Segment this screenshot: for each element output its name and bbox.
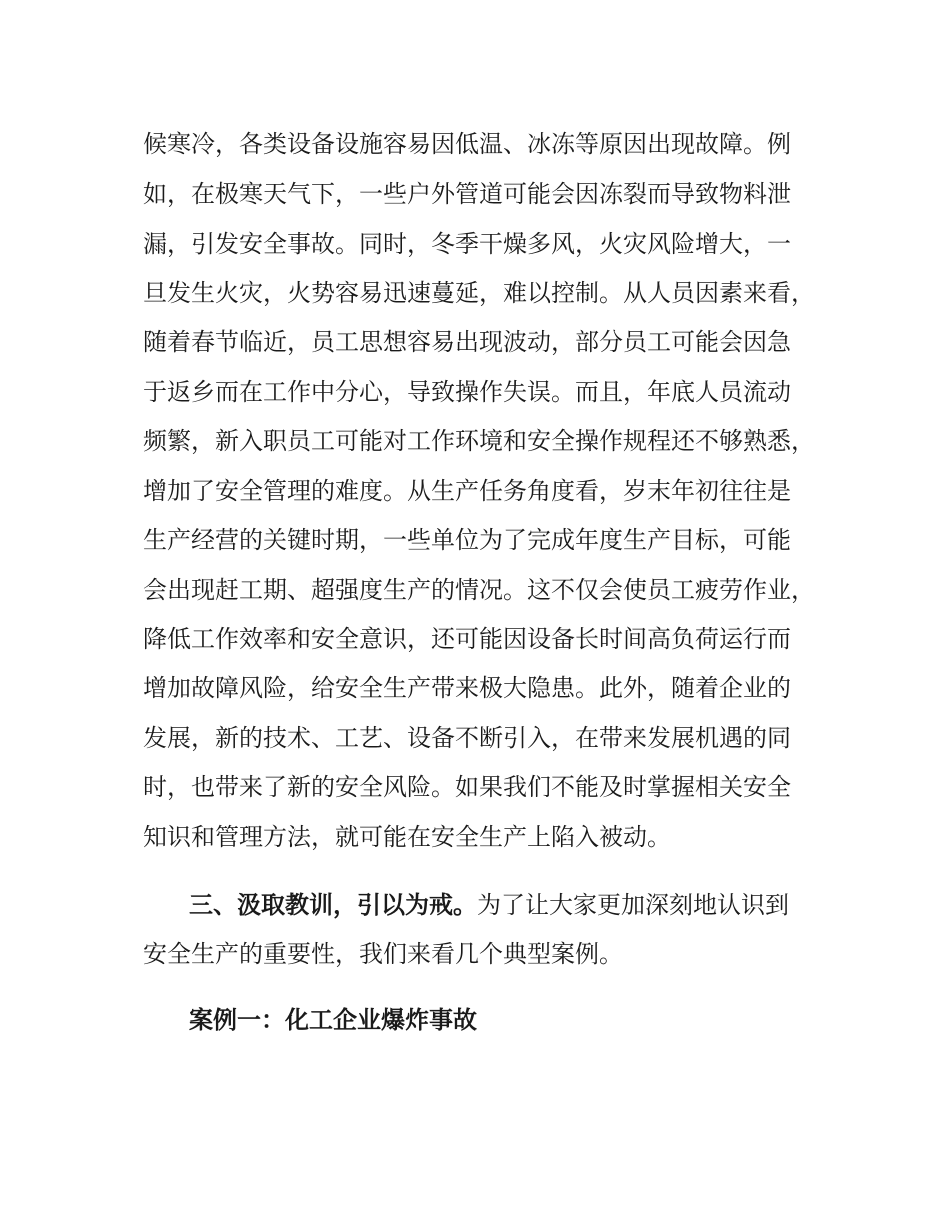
section-three-line-1	[189, 889, 789, 921]
section-three-heading: 三、汲取教训，引以为戒。	[189, 891, 477, 919]
paragraph-line: 知识和管理方法，就可能在安全生产上陷入被动。	[143, 823, 671, 851]
paragraph-line: 漏，引发安全事故。同时，冬季干燥多风，火灾风险增大，一	[143, 230, 791, 258]
paragraph-line: 生产经营的关键时期，一些单位为了完成年度生产目标，可能	[143, 526, 791, 554]
paragraph-line: 随着春节临近，员工思想容易出现波动，部分员工可能会因急	[143, 328, 791, 356]
paragraph-line: 如，在极寒天气下，一些户外管道可能会因冻裂而导致物料泄	[143, 180, 791, 208]
paragraph-line: 于返乡而在工作中分心，导致操作失误。而且，年底人员流动	[143, 378, 791, 406]
section-three-text: 为了让大家更加深刻地认识到	[477, 891, 789, 919]
section-three-line-2: 安全生产的重要性，我们来看几个典型案例。	[143, 940, 623, 968]
paragraph-line: 会出现赶工期、超强度生产的情况。这不仅会使员工疲劳作业，	[143, 576, 815, 604]
paragraph-line: 旦发生火灾，火势容易迅速蔓延，难以控制。从人员因素来看，	[143, 279, 815, 307]
case-one-heading: 案例一：化工企业爆炸事故	[189, 1006, 477, 1034]
paragraph-line: 候寒冷，各类设备设施容易因低温、冰冻等原因出现故障。例	[143, 130, 791, 158]
paragraph-line: 增加故障风险，给安全生产带来极大隐患。此外，随着企业的	[143, 674, 791, 702]
paragraph-line: 时，也带来了新的安全风险。如果我们不能及时掌握相关安全	[143, 773, 791, 801]
paragraph-line: 发展，新的技术、工艺、设备不断引入，在带来发展机遇的同	[143, 724, 791, 752]
paragraph-line: 增加了安全管理的难度。从生产任务角度看，岁末年初往往是	[143, 477, 791, 505]
paragraph-line: 频繁，新入职员工可能对工作环境和安全操作规程还不够熟悉，	[143, 427, 815, 455]
paragraph-line: 降低工作效率和安全意识，还可能因设备长时间高负荷运行而	[143, 625, 791, 653]
